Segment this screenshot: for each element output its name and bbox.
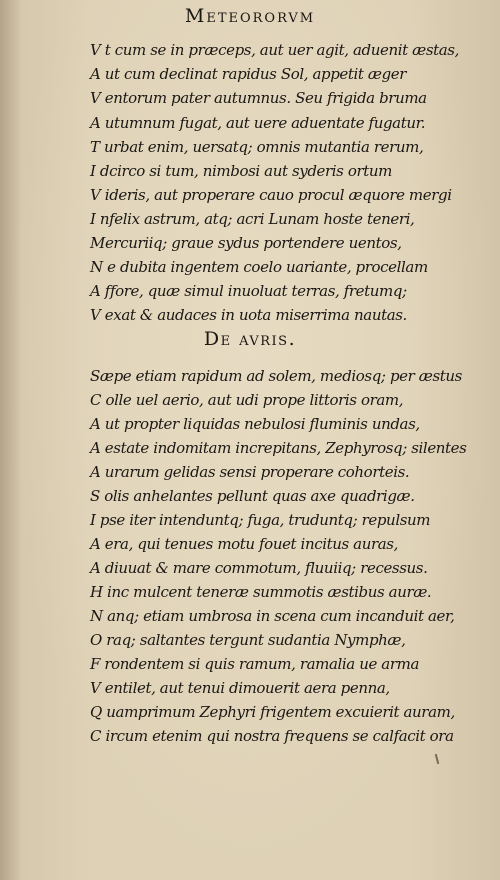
verse-line: V entilet, aut tenui dimouerit aera penna,	[90, 679, 390, 697]
verse-line: I pse iter intenduntq; fuga, truduntq; repulsum	[90, 511, 431, 529]
verse-line: A estate indomitam increpitans, Zephyrosq; silentes	[90, 439, 467, 457]
verse-line: A urarum gelidas sensi properare cohorteis.	[90, 463, 410, 481]
verse-line: Sæpe etiam rapidum ad solem, mediosq; per æstus	[90, 367, 462, 385]
verse-line: I nfelix astrum, atq; acri Lunam hoste teneri,	[90, 210, 415, 228]
verse-line: H inc mulcent teneræ summotis æstibus auræ.	[90, 583, 432, 601]
verse-line: N e dubita ingentem coelo uariante, procellam	[90, 258, 428, 276]
verse-line: A ffore, quæ simul inuoluat terras, fretumq;	[90, 282, 407, 300]
verse-line: Q uamprimum Zephyri frigentem excuierit auram,	[90, 703, 455, 721]
verse-line: C olle uel aerio, aut udi prope littoris oram,	[90, 391, 404, 409]
ink-mark	[435, 754, 440, 764]
verse-line: V ideris, aut properare cauo procul æquore mergi	[90, 186, 452, 204]
verse-line: O raq; saltantes tergunt sudantia Nymphæ,	[90, 631, 406, 649]
verse-line: V entorum pater autumnus. Seu frigida bruma	[90, 89, 427, 107]
verse-line: S olis anhelantes pellunt quas axe quadrigæ.	[90, 487, 415, 505]
verse-line: A diuuat & mare commotum, fluuiiq; recessus.	[90, 559, 428, 577]
verse-line: A ut propter liquidas nebulosi fluminis undas,	[90, 415, 420, 433]
verse-line: V t cum se in præceps, aut uer agit, aduenit æstas,	[90, 41, 459, 59]
verse-line: T urbat enim, uersatq; omnis mutantia rerum,	[90, 138, 424, 156]
running-title: Meteororvm	[184, 5, 316, 27]
page-gutter-shadow	[0, 0, 22, 880]
verse-line: F rondentem si quis ramum, ramalia ue arma	[90, 655, 419, 673]
verse-line: A utumnum fugat, aut uere aduentate fugatur.	[90, 114, 426, 132]
verse-line: N anq; etiam umbrosa in scena cum incanduit aer,	[90, 607, 455, 625]
section-title: De avris.	[203, 328, 297, 350]
verse-line: V exat & audaces in uota miserrima nautas.	[90, 306, 407, 324]
verse-line: Mercuriiq; graue sydus portendere uentos,	[90, 234, 402, 252]
verse-line: C ircum etenim qui nostra frequens se calfacit ora	[90, 727, 454, 745]
verse-line: I dcirco si tum, nimbosi aut syderis ortum	[90, 162, 392, 180]
verse-line: A era, qui tenues motu fouet incitus auras,	[90, 535, 398, 553]
verse-line: A ut cum declinat rapidus Sol, appetit æger	[90, 65, 407, 83]
